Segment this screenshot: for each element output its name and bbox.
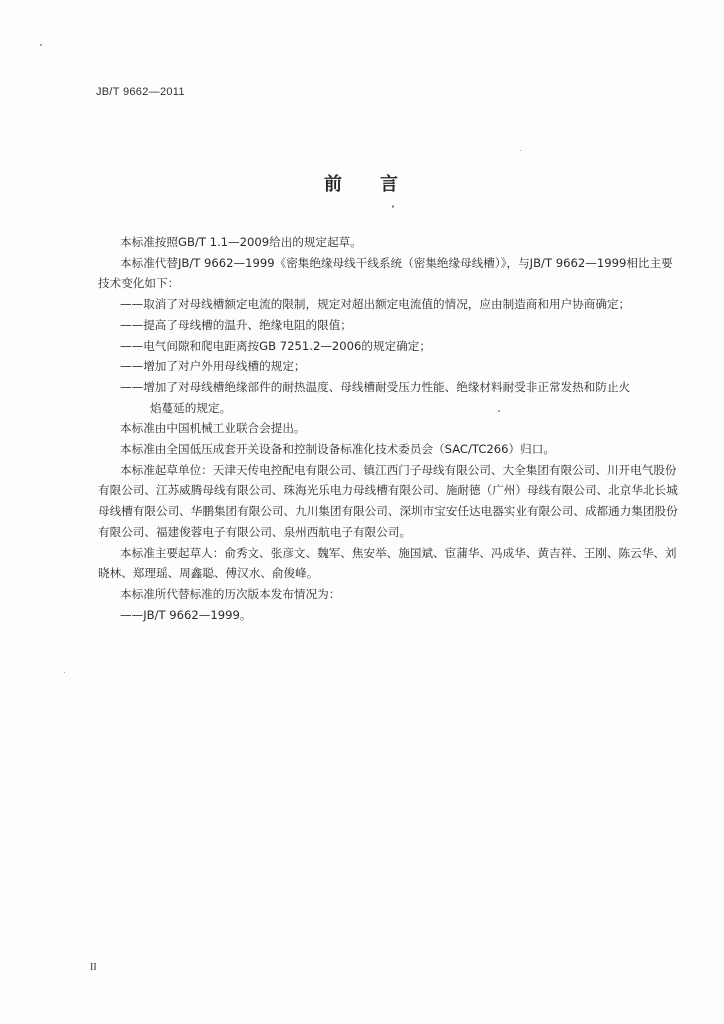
title-char-1: 前 xyxy=(324,174,344,195)
scan-speck xyxy=(498,410,500,412)
change-item-1: ——取消了对母线槽额定电流的限制，规定对超出额定电流值的情况，应由制造商和用户协商确定； xyxy=(120,297,631,312)
change-item-2: ——提高了母线槽的温升、绝缘电阻的限值； xyxy=(120,317,352,332)
change-item-4: ——增加了对户外用母线槽的规定； xyxy=(120,359,306,374)
scan-speck xyxy=(40,44,42,46)
standard-number: JB/T 9662—2011 xyxy=(96,86,185,98)
change-item-3: ——电气间隙和爬电距离按GB 7251.2—2006的规定确定； xyxy=(120,338,431,353)
paragraph-drafting-rule: 本标准按照GB/T 1.1—2009给出的规定起草。 xyxy=(120,235,362,249)
paragraph-proposed-by: 本标准由中国机械工业联合会提出。 xyxy=(120,421,306,436)
page-title xyxy=(0,170,724,196)
history-item: ——JB/T 9662—1999。 xyxy=(120,607,252,622)
paragraph-drafting-units: 本标准起草单位：天津天传电控配电有限公司、镇江西门子母线有限公司、大全集团有限公司、川开电气股份有限公司、江苏威腾母线有限公司、珠海光乐电力母线槽有限公司、施耐德（广州）母线有限公司、北京华北长城母线槽有限公司、华鹏集团有限公司、九川集团有限公司、深圳市宝安任达电器实业有限公司、成都通力集团股份有限公司、福建俊蓉电子有限公司、泉州西航电子有限公司。 xyxy=(98,462,678,539)
scan-speck xyxy=(520,150,521,151)
paragraph-history: 本标准所代替标准的历次版本发布情况为： xyxy=(120,586,341,601)
scan-speck xyxy=(64,672,65,673)
title-char-2: 言 xyxy=(380,174,400,195)
foreword-body xyxy=(98,232,678,625)
scan-speck xyxy=(392,205,394,208)
paragraph-replaces: 本标准代替JB/T 9662—1999《密集绝缘母线干线系统（密集绝缘母线槽）》，与JB/T 9662—1999相比主要技术变化如下： xyxy=(98,255,673,291)
change-item-5 xyxy=(98,377,678,418)
page-number: II xyxy=(90,962,97,973)
paragraph-administered-by: 本标准由全国低压成套开关设备和控制设备标准化技术委员会（SAC/TC266）归口。 xyxy=(120,442,555,457)
paragraph-drafters: 本标准主要起草人：俞秀文、张彦文、魏军、焦安举、施国斌、宦蒲华、冯成华、黄吉祥、王刚、陈云华、刘晓林、郑理瑶、周鑫聪、傅汉水、俞俊峰。 xyxy=(98,545,677,581)
change-item-5-line-2: 焰蔓延的规定。 xyxy=(150,400,232,415)
change-item-5-line-1: ——增加了对母线槽绝缘部件的耐热温度、母线槽耐受压力性能、绝缘材料耐受非正常发热和防止火 xyxy=(120,379,631,394)
